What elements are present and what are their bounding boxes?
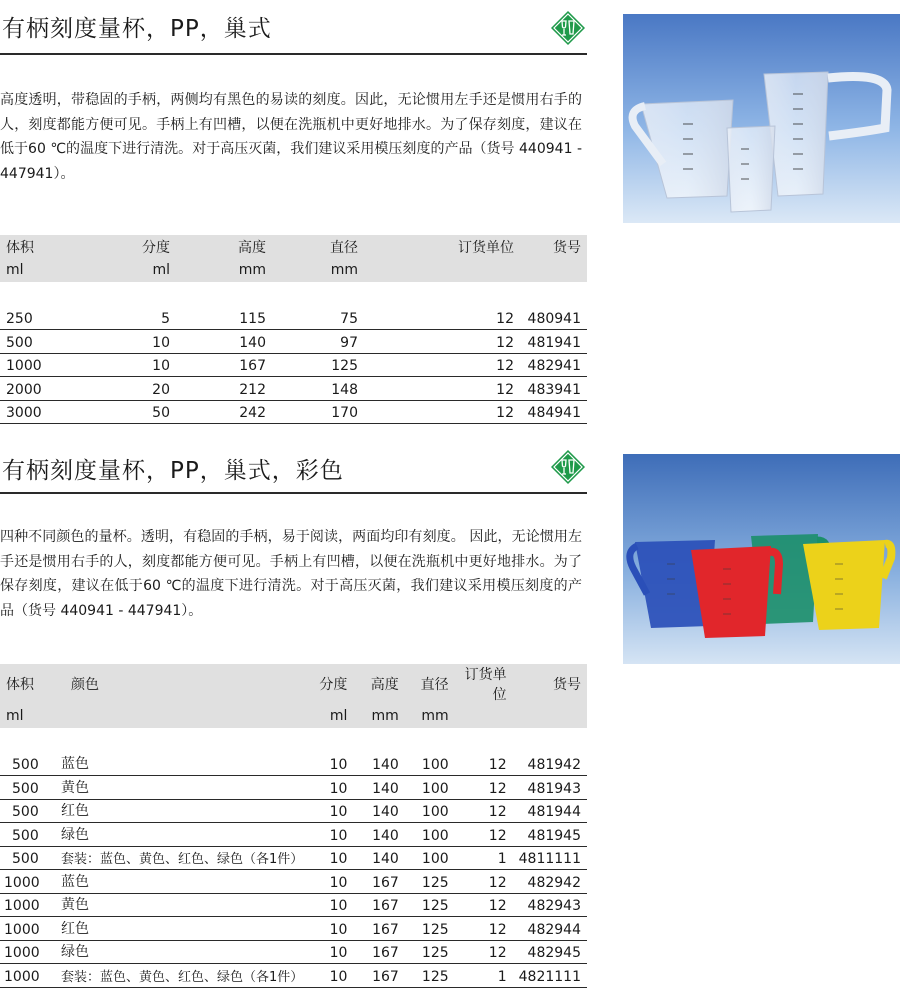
table-row xyxy=(0,752,587,776)
section1-table xyxy=(0,235,587,424)
header-height: 高度 xyxy=(370,677,399,693)
dishwasher-safe-icon xyxy=(550,449,586,485)
cell-diameter: 100 xyxy=(405,823,455,847)
cell-volume: 250 xyxy=(0,306,93,330)
cell-order-unit: 12 xyxy=(455,799,513,823)
table-row xyxy=(0,776,587,800)
cell-height: 140 xyxy=(353,823,404,847)
cell-color: 黄色 xyxy=(53,776,309,800)
dishwasher-safe-icon xyxy=(550,10,586,46)
cell-diameter: 97 xyxy=(272,330,364,354)
unit-article-no xyxy=(520,258,587,282)
header-order-unit: 订货单位 xyxy=(464,667,507,703)
cell-order-unit: 12 xyxy=(364,400,520,424)
header-order-unit: 订货单位 xyxy=(458,239,514,256)
cell-graduation: 10 xyxy=(309,776,353,800)
cell-graduation: 10 xyxy=(93,353,176,377)
cell-article-no: 481941 xyxy=(520,330,587,354)
cell-order-unit: 12 xyxy=(455,776,513,800)
unit-volume: ml xyxy=(6,708,24,724)
unit-diameter: mm xyxy=(330,262,358,278)
section2-description: 四种不同颜色的量杯。透明，有稳固的手柄，易于阅读，两面均印有刻度。 因此，无论惯用左手还是惯用右手的人，刻度都能方便可见。手柄上有凹槽，以便在洗瓶机中更好地排水。为了保存刻度，建议在低于60 ℃的温度下进行清洗。对于高压灭菌，我们建议采用模压刻度的产品（货号 440941 - 447941）。 xyxy=(0,529,582,619)
unit-diameter: mm xyxy=(421,708,449,724)
cell-volume: 500 xyxy=(0,752,53,776)
cell-volume: 1000 xyxy=(0,940,53,964)
unit-color xyxy=(53,704,309,728)
cell-volume: 1000 xyxy=(0,964,53,988)
cell-diameter: 125 xyxy=(405,893,455,917)
cell-height: 140 xyxy=(353,846,404,870)
cell-color: 黄色 xyxy=(53,893,309,917)
cell-graduation: 10 xyxy=(309,823,353,847)
unit-article-no xyxy=(513,704,587,728)
section1-description: 高度透明，带稳固的手柄，两侧均有黑色的易读的刻度。因此，无论惯用左手还是惯用右手的人，刻度都能方便可见。手柄上有凹槽，以便在洗瓶机中更好地排水。为了保存刻度，建议在低于60 ℃的温度下进行清洗。对于高压灭菌，我们建议采用模压刻度的产品（货号 440941 - 447941）。 xyxy=(0,92,582,182)
cell-height: 167 xyxy=(353,964,404,988)
header-volume: 体积 xyxy=(6,239,34,256)
cell-article-no: 484941 xyxy=(520,400,587,424)
unit-order-unit xyxy=(364,258,520,282)
table-row xyxy=(0,917,587,941)
unit-graduation: ml xyxy=(152,262,170,278)
cell-height: 167 xyxy=(353,893,404,917)
cell-diameter: 100 xyxy=(405,776,455,800)
table-row xyxy=(0,353,587,377)
cell-volume: 1000 xyxy=(0,870,53,894)
cell-color: 套装：蓝色、黄色、红色、绿色（各1件） xyxy=(53,846,309,870)
header-color: 颜色 xyxy=(70,677,99,693)
header-diameter: 直径 xyxy=(330,239,358,256)
cell-graduation: 50 xyxy=(93,400,176,424)
cell-graduation: 20 xyxy=(93,377,176,401)
unit-volume: ml xyxy=(6,262,24,278)
cell-diameter: 75 xyxy=(272,306,364,330)
cell-graduation: 10 xyxy=(309,846,353,870)
table-row xyxy=(0,306,587,330)
cell-height: 140 xyxy=(353,752,404,776)
cell-order-unit: 12 xyxy=(455,870,513,894)
cell-diameter: 148 xyxy=(272,377,364,401)
cell-graduation: 10 xyxy=(309,870,353,894)
unit-height: mm xyxy=(371,708,399,724)
cell-diameter: 100 xyxy=(405,752,455,776)
cell-color: 绿色 xyxy=(53,940,309,964)
cell-graduation: 5 xyxy=(93,306,176,330)
table-row xyxy=(0,846,587,870)
header-article-no: 货号 xyxy=(553,677,581,693)
cell-order-unit: 12 xyxy=(455,917,513,941)
cell-order-unit: 12 xyxy=(364,306,520,330)
section1-title: 有柄刻度量杯，PP，巢式 xyxy=(2,16,272,42)
unit-height: mm xyxy=(238,262,266,278)
cell-height: 140 xyxy=(176,330,272,354)
cell-article-no: 483941 xyxy=(520,377,587,401)
cell-article-no: 482944 xyxy=(513,917,587,941)
cell-order-unit: 12 xyxy=(455,752,513,776)
cell-graduation: 10 xyxy=(309,893,353,917)
section1-rule xyxy=(0,53,587,55)
cell-graduation: 10 xyxy=(93,330,176,354)
cell-height: 167 xyxy=(353,940,404,964)
header-diameter: 直径 xyxy=(420,677,449,693)
cell-diameter: 125 xyxy=(405,964,455,988)
cell-height: 167 xyxy=(353,917,404,941)
table-row xyxy=(0,823,587,847)
colored-beakers-photo xyxy=(623,454,900,664)
cell-article-no: 481943 xyxy=(513,776,587,800)
cell-article-no: 4811111 xyxy=(513,846,587,870)
cell-height: 242 xyxy=(176,400,272,424)
cell-diameter: 125 xyxy=(405,940,455,964)
table-row xyxy=(0,400,587,424)
clear-beakers-photo xyxy=(623,14,900,223)
cell-diameter: 125 xyxy=(272,353,364,377)
cell-volume: 500 xyxy=(0,330,93,354)
cell-height: 167 xyxy=(176,353,272,377)
cell-height: 115 xyxy=(176,306,272,330)
cell-order-unit: 1 xyxy=(455,846,513,870)
cell-color: 红色 xyxy=(53,799,309,823)
section2-rule xyxy=(0,492,587,494)
cell-diameter: 170 xyxy=(272,400,364,424)
cell-color: 蓝色 xyxy=(53,870,309,894)
cell-volume: 500 xyxy=(0,799,53,823)
cell-volume: 1000 xyxy=(0,893,53,917)
section2-table xyxy=(0,664,587,988)
cell-graduation: 10 xyxy=(309,940,353,964)
header-graduation: 分度 xyxy=(142,239,170,256)
cell-color: 红色 xyxy=(53,917,309,941)
cell-volume: 500 xyxy=(0,776,53,800)
cell-color: 绿色 xyxy=(53,823,309,847)
header-graduation: 分度 xyxy=(319,677,348,693)
cell-article-no: 480941 xyxy=(520,306,587,330)
cell-volume: 500 xyxy=(0,846,53,870)
table-row xyxy=(0,330,587,354)
cell-order-unit: 12 xyxy=(364,377,520,401)
cell-height: 140 xyxy=(353,799,404,823)
cell-article-no: 482945 xyxy=(513,940,587,964)
table-row xyxy=(0,893,587,917)
cell-article-no: 481945 xyxy=(513,823,587,847)
cell-height: 167 xyxy=(353,870,404,894)
cell-volume: 1000 xyxy=(0,917,53,941)
unit-graduation: ml xyxy=(329,708,348,724)
cell-order-unit: 12 xyxy=(455,823,513,847)
cell-article-no: 481942 xyxy=(513,752,587,776)
cell-volume: 2000 xyxy=(0,377,93,401)
cell-order-unit: 12 xyxy=(455,940,513,964)
header-article-no: 货号 xyxy=(553,239,581,256)
cell-height: 140 xyxy=(353,776,404,800)
cell-order-unit: 12 xyxy=(364,353,520,377)
cell-article-no: 4821111 xyxy=(513,964,587,988)
cell-graduation: 10 xyxy=(309,917,353,941)
table-row xyxy=(0,940,587,964)
table-row xyxy=(0,870,587,894)
cell-graduation: 10 xyxy=(309,799,353,823)
header-volume: 体积 xyxy=(6,677,34,693)
cell-article-no: 482941 xyxy=(520,353,587,377)
cell-article-no: 482943 xyxy=(513,893,587,917)
table-row xyxy=(0,799,587,823)
cell-order-unit: 12 xyxy=(364,330,520,354)
table-row xyxy=(0,377,587,401)
cell-article-no: 481944 xyxy=(513,799,587,823)
cell-order-unit: 1 xyxy=(455,964,513,988)
header-height: 高度 xyxy=(238,239,266,256)
cell-color: 蓝色 xyxy=(53,752,309,776)
cell-volume: 3000 xyxy=(0,400,93,424)
table-row xyxy=(0,964,587,988)
unit-order-unit xyxy=(455,704,513,728)
cell-graduation: 10 xyxy=(309,964,353,988)
cell-diameter: 125 xyxy=(405,917,455,941)
cell-volume: 1000 xyxy=(0,353,93,377)
cell-order-unit: 12 xyxy=(455,893,513,917)
cell-diameter: 100 xyxy=(405,799,455,823)
cell-diameter: 100 xyxy=(405,846,455,870)
cell-color: 套装：蓝色、黄色、红色、绿色（各1件） xyxy=(53,964,309,988)
cell-height: 212 xyxy=(176,377,272,401)
cell-article-no: 482942 xyxy=(513,870,587,894)
section2-title: 有柄刻度量杯，PP，巢式，彩色 xyxy=(2,458,344,484)
cell-diameter: 125 xyxy=(405,870,455,894)
cell-graduation: 10 xyxy=(309,752,353,776)
cell-volume: 500 xyxy=(0,823,53,847)
